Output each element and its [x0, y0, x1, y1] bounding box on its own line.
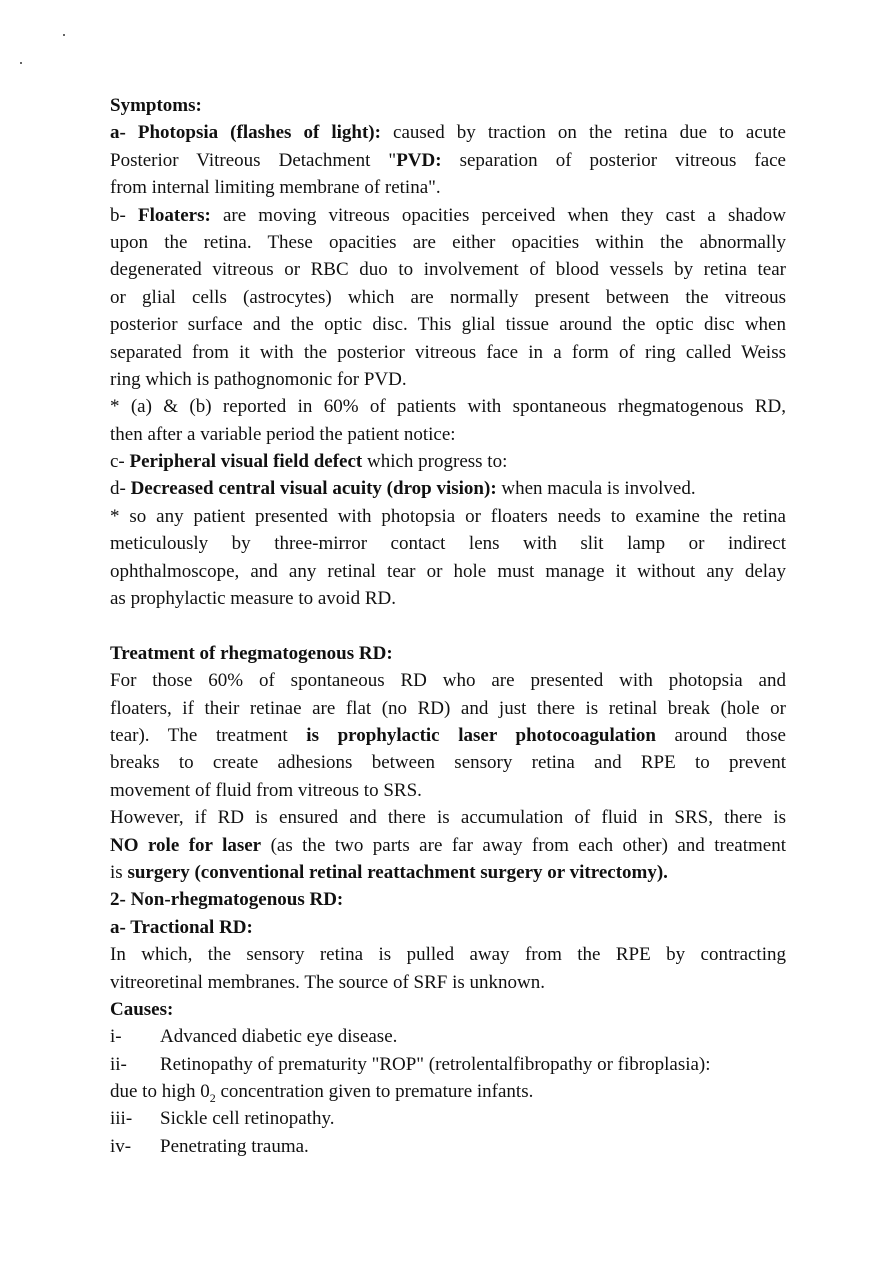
treatment-line: floaters, if their retinae are flat (no RD) and just there is retinal break (hole or: [110, 697, 786, 719]
symptom-b-line: ring which is pathognomonic for PVD.: [110, 368, 407, 390]
symptom-b-line: posterior surface and the optic disc. This glial tissue around the optic disc when: [110, 314, 786, 336]
symptom-a-line: Posterior Vitreous Detachment "PVD: separation of posterior vitreous face: [110, 149, 786, 171]
symptom-d-line: d- Decreased central visual acuity (drop vision): when macula is involved.: [110, 478, 696, 500]
symptom-b-line: upon the retina. These opacities are either opacities within the abnormally: [110, 231, 786, 253]
symptom-b-line: or glial cells (astrocytes) which are normally present between the vitreous: [110, 286, 786, 308]
symptom-b-line: separated from it with the posterior vitreous face in a form of ring called Weiss: [110, 341, 786, 363]
symptom-c-line: c- Peripheral visual field defect which progress to:: [110, 451, 508, 473]
speck-mark: [20, 62, 22, 64]
symptom-b-line: b- Floaters: are moving vitreous opacities perceived when they cast a shadow: [110, 204, 787, 226]
symptom-b-line: degenerated vitreous or RBC duo to involvement of blood vessels by retina tear: [110, 259, 786, 281]
note-line: * (a) & (b) reported in 60% of patients with spontaneous rhegmatogenous RD,: [110, 396, 786, 418]
tractional-line: In which, the sensory retina is pulled away from the RPE by contracting: [110, 944, 786, 966]
cause-item-continuation: due to high $0_2$ concentration given to premature infants.: [110, 1081, 534, 1105]
treatment-line: For those 60% of spontaneous RD who are presented with photopsia and: [110, 670, 786, 692]
causes-heading: Causes:: [110, 998, 174, 1020]
symptom-b-term: Floaters:: [137, 204, 211, 226]
paragraph-gap: [110, 612, 786, 639]
non-rheg-heading: 2- Non-rhegmatogenous RD:: [110, 889, 344, 911]
treatment-line: movement of fluid from vitreous to SRS.: [110, 779, 422, 801]
document-page: [110, 92, 786, 1160]
note-line: ophthalmoscope, and any retinal tear or hole must manage it without any delay: [110, 560, 786, 582]
treatment-line: breaks to create adhesions between sensory retina and RPE to prevent: [110, 752, 786, 774]
cause-item: iv- Penetrating trauma.: [110, 1135, 309, 1157]
treatment-line: is surgery (conventional retinal reattachment surgery or vitrectomy).: [110, 861, 668, 883]
cause-item: i- Advanced diabetic eye disease.: [110, 1026, 398, 1048]
note-line: * so any patient presented with photopsia or floaters needs to examine the retina: [110, 505, 786, 527]
symptoms-heading: Symptoms:: [110, 95, 202, 116]
symptom-a-term: a- Photopsia (flashes of light):: [110, 122, 381, 144]
cause-item: ii- Retinopathy of prematurity "ROP" (retrolentalfibropathy or fibroplasia):: [110, 1053, 711, 1075]
treatment-line: However, if RD is ensured and there is accumulation of fluid in SRS, there is: [110, 807, 786, 829]
speck-mark: [63, 34, 65, 36]
tractional-line: vitreoretinal membranes. The source of SRF is unknown.: [110, 971, 545, 993]
note-line: as prophylactic measure to avoid RD.: [110, 588, 396, 610]
tractional-heading: a- Tractional RD:: [110, 916, 253, 938]
note-line: meticulously by three-mirror contact lens with slit lamp or indirect: [110, 533, 786, 555]
treatment-heading: Treatment of rhegmatogenous RD:: [110, 642, 393, 664]
cause-item: iii- Sickle cell retinopathy.: [110, 1108, 335, 1130]
symptom-a-line: from internal limiting membrane of retina".: [110, 177, 441, 199]
note-line: then after a variable period the patient notice:: [110, 423, 456, 445]
symptom-a-line: a- Photopsia (flashes of light): caused by traction on the retina due to acute: [110, 122, 786, 144]
treatment-line: NO role for laser (as the two parts are far away from each other) and treatment: [110, 834, 786, 856]
treatment-line: tear). The treatment is prophylactic laser photocoagulation around those: [110, 724, 786, 746]
